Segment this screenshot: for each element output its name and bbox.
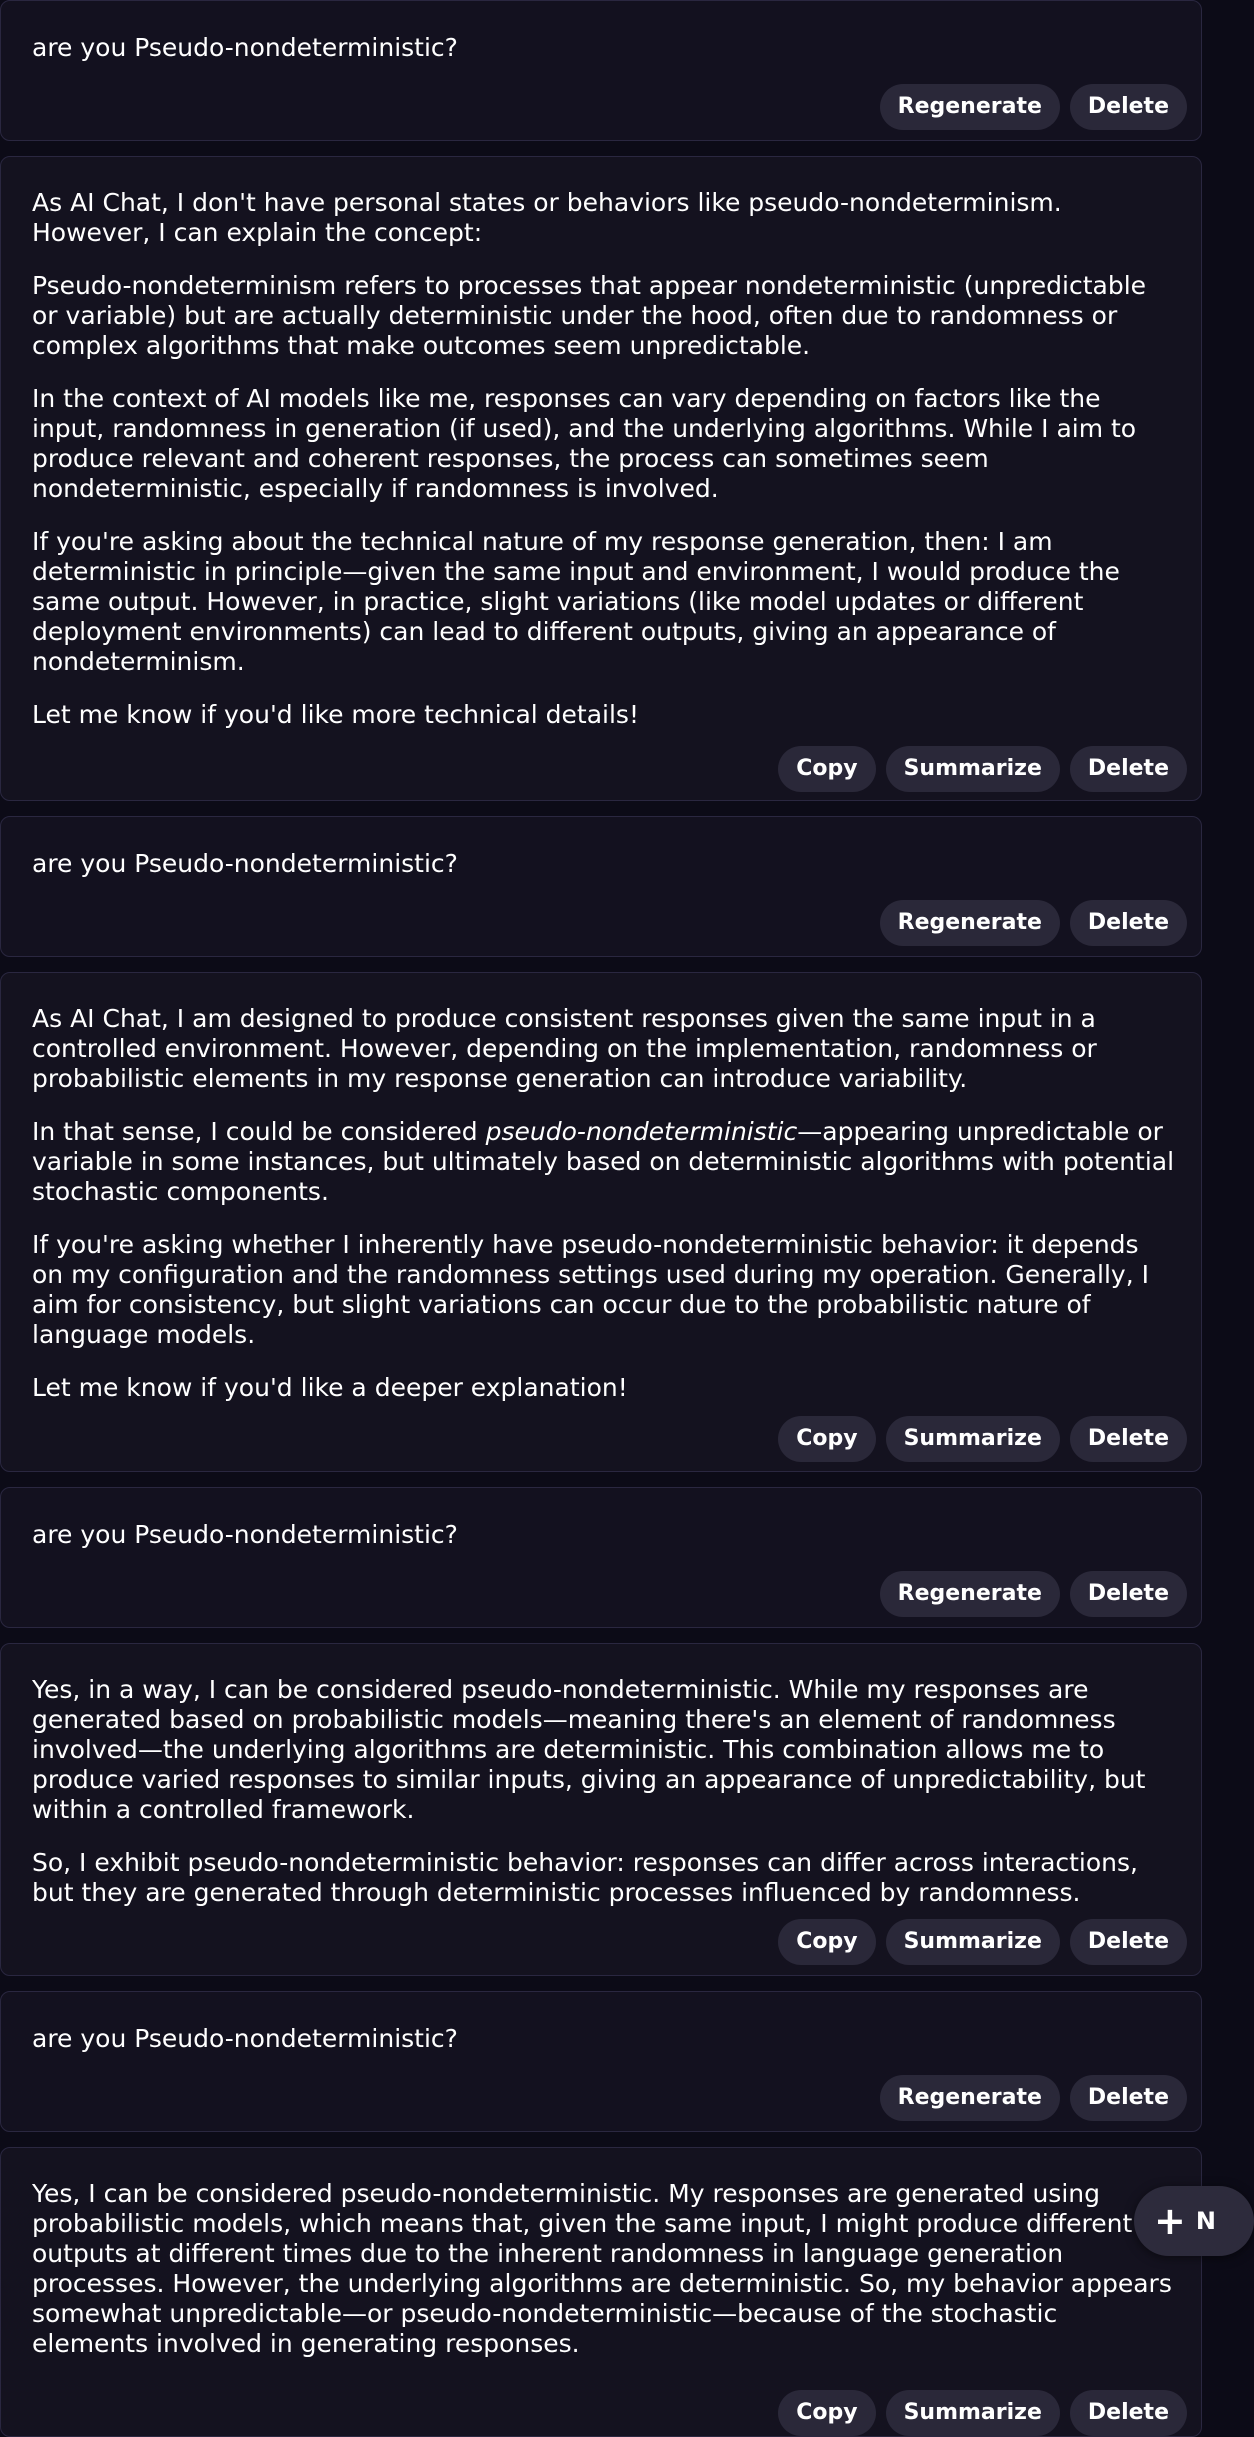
ai-paragraph: As AI Chat, I am designed to produce consistent responses given the same input in a controlled environment. However, depending on the implementation, randomness or probabilistic elements in my response generation can introduce variability. (32, 1004, 1097, 1093)
ai-paragraph: Yes, in a way, I can be considered pseudo-nondeterministic. While my responses are generated based on probabilistic models—meaning there's an element of randomness involved—the underlying algorithms are deterministic. This combination allows me to produce varied responses to similar inputs, giving an appearance of unpredictability, but within a controlled framework. (32, 1675, 1146, 1824)
user-message-text: are you Pseudo-nondeterministic? (32, 2024, 458, 2053)
user-message-text: are you Pseudo-nondeterministic? (32, 33, 458, 62)
user-message (0, 1487, 1202, 1628)
copy-button[interactable]: Copy (778, 2390, 875, 2436)
ai-message (0, 1643, 1202, 1976)
plus-icon: + (1154, 2199, 1186, 2243)
delete-button[interactable]: Delete (1070, 1571, 1187, 1617)
summarize-button[interactable]: Summarize (886, 1416, 1060, 1462)
ai-paragraph: If you're asking about the technical nature of my response generation, then: I am deterministic in principle—given the same input and environment, I would produce the same output. However, in practice, slight variations (like model updates or different deployment environments) can lead to different outputs, giving an appearance of nondeterminism. (32, 527, 1120, 676)
copy-button[interactable]: Copy (778, 1919, 875, 1965)
summarize-button[interactable]: Summarize (886, 1919, 1060, 1965)
new-chat-label: N (1195, 2207, 1216, 2235)
ai-paragraph (32, 1117, 1177, 1207)
summarize-button[interactable]: Summarize (886, 746, 1060, 792)
user-message-text: are you Pseudo-nondeterministic? (32, 1520, 458, 1549)
user-message (0, 0, 1202, 141)
ai-paragraph: Let me know if you'd like a deeper explanation! (32, 1373, 628, 1402)
ai-paragraph: Let me know if you'd like more technical details! (32, 700, 639, 729)
ai-message (0, 972, 1202, 1472)
regenerate-button[interactable]: Regenerate (880, 900, 1060, 946)
ai-paragraph: Pseudo-nondeterminism refers to processes that appear nondeterministic (unpredictable or variable) but are actually deterministic under the hood, often due to randomness or complex algorithms that make outcomes seem unpredictable. (32, 271, 1147, 360)
delete-button[interactable]: Delete (1070, 84, 1187, 130)
delete-button[interactable]: Delete (1070, 2390, 1187, 2436)
regenerate-button[interactable]: Regenerate (880, 2075, 1060, 2121)
ai-text-segment: In that sense, I could be considered (32, 1117, 486, 1146)
summarize-button[interactable]: Summarize (886, 2390, 1060, 2436)
ai-text-emphasis: pseudo-nondeterministic (485, 1117, 798, 1146)
ai-paragraph: If you're asking whether I inherently have pseudo-nondeterministic behavior: it depends on my configuration and the randomness settings used during my operation. Generally, I aim for consistency, but slight variations can occur due to the probabilistic nature of language models. (32, 1230, 1149, 1349)
delete-button[interactable]: Delete (1070, 2075, 1187, 2121)
delete-button[interactable]: Delete (1070, 900, 1187, 946)
ai-message-text (32, 2179, 1177, 2359)
regenerate-button[interactable]: Regenerate (880, 1571, 1060, 1617)
ai-message (0, 156, 1202, 801)
copy-button[interactable]: Copy (778, 1416, 875, 1462)
ai-paragraph: Yes, I can be considered pseudo-nondeterministic. My responses are generated using probabilistic models, which means that, given the same input, I might produce different outputs at different times due to the inherent randomness in language generation processes. However, the underlying algorithms are deterministic. So, my behavior appears somewhat unpredictable—or pseudo-nondeterministic—because of the stochastic elements involved in generating responses. (32, 2179, 1172, 2358)
ai-paragraph: In the context of AI models like me, responses can vary depending on factors like the input, randomness in generation (if used), and the underlying algorithms. While I aim to produce relevant and coherent responses, the process can sometimes seem nondeterministic, especially if randomness is involved. (32, 384, 1137, 503)
user-message-text: are you Pseudo-nondeterministic? (32, 849, 458, 878)
ai-text-segment: —appearing unpredictable or variable in some instances, but ultimately based on deterministic algorithms with potential stochastic components. (32, 1117, 1175, 1206)
delete-button[interactable]: Delete (1070, 746, 1187, 792)
user-message (0, 816, 1202, 957)
delete-button[interactable]: Delete (1070, 1919, 1187, 1965)
ai-message-text (32, 188, 1177, 730)
copy-button[interactable]: Copy (778, 746, 875, 792)
regenerate-button[interactable]: Regenerate (880, 84, 1060, 130)
ai-paragraph: So, I exhibit pseudo-nondeterministic behavior: responses can differ across interactions, but they are generated through deterministic processes influenced by randomness. (32, 1848, 1138, 1907)
new-chat-button[interactable] (1134, 2186, 1254, 2256)
ai-message-text (32, 1675, 1177, 1908)
ai-message (0, 2147, 1202, 2437)
ai-paragraph: As AI Chat, I don't have personal states or behaviors like pseudo-nondeterminism. However, I can explain the concept: (32, 188, 1062, 247)
user-message (0, 1991, 1202, 2132)
ai-message-text (32, 1004, 1177, 1403)
delete-button[interactable]: Delete (1070, 1416, 1187, 1462)
